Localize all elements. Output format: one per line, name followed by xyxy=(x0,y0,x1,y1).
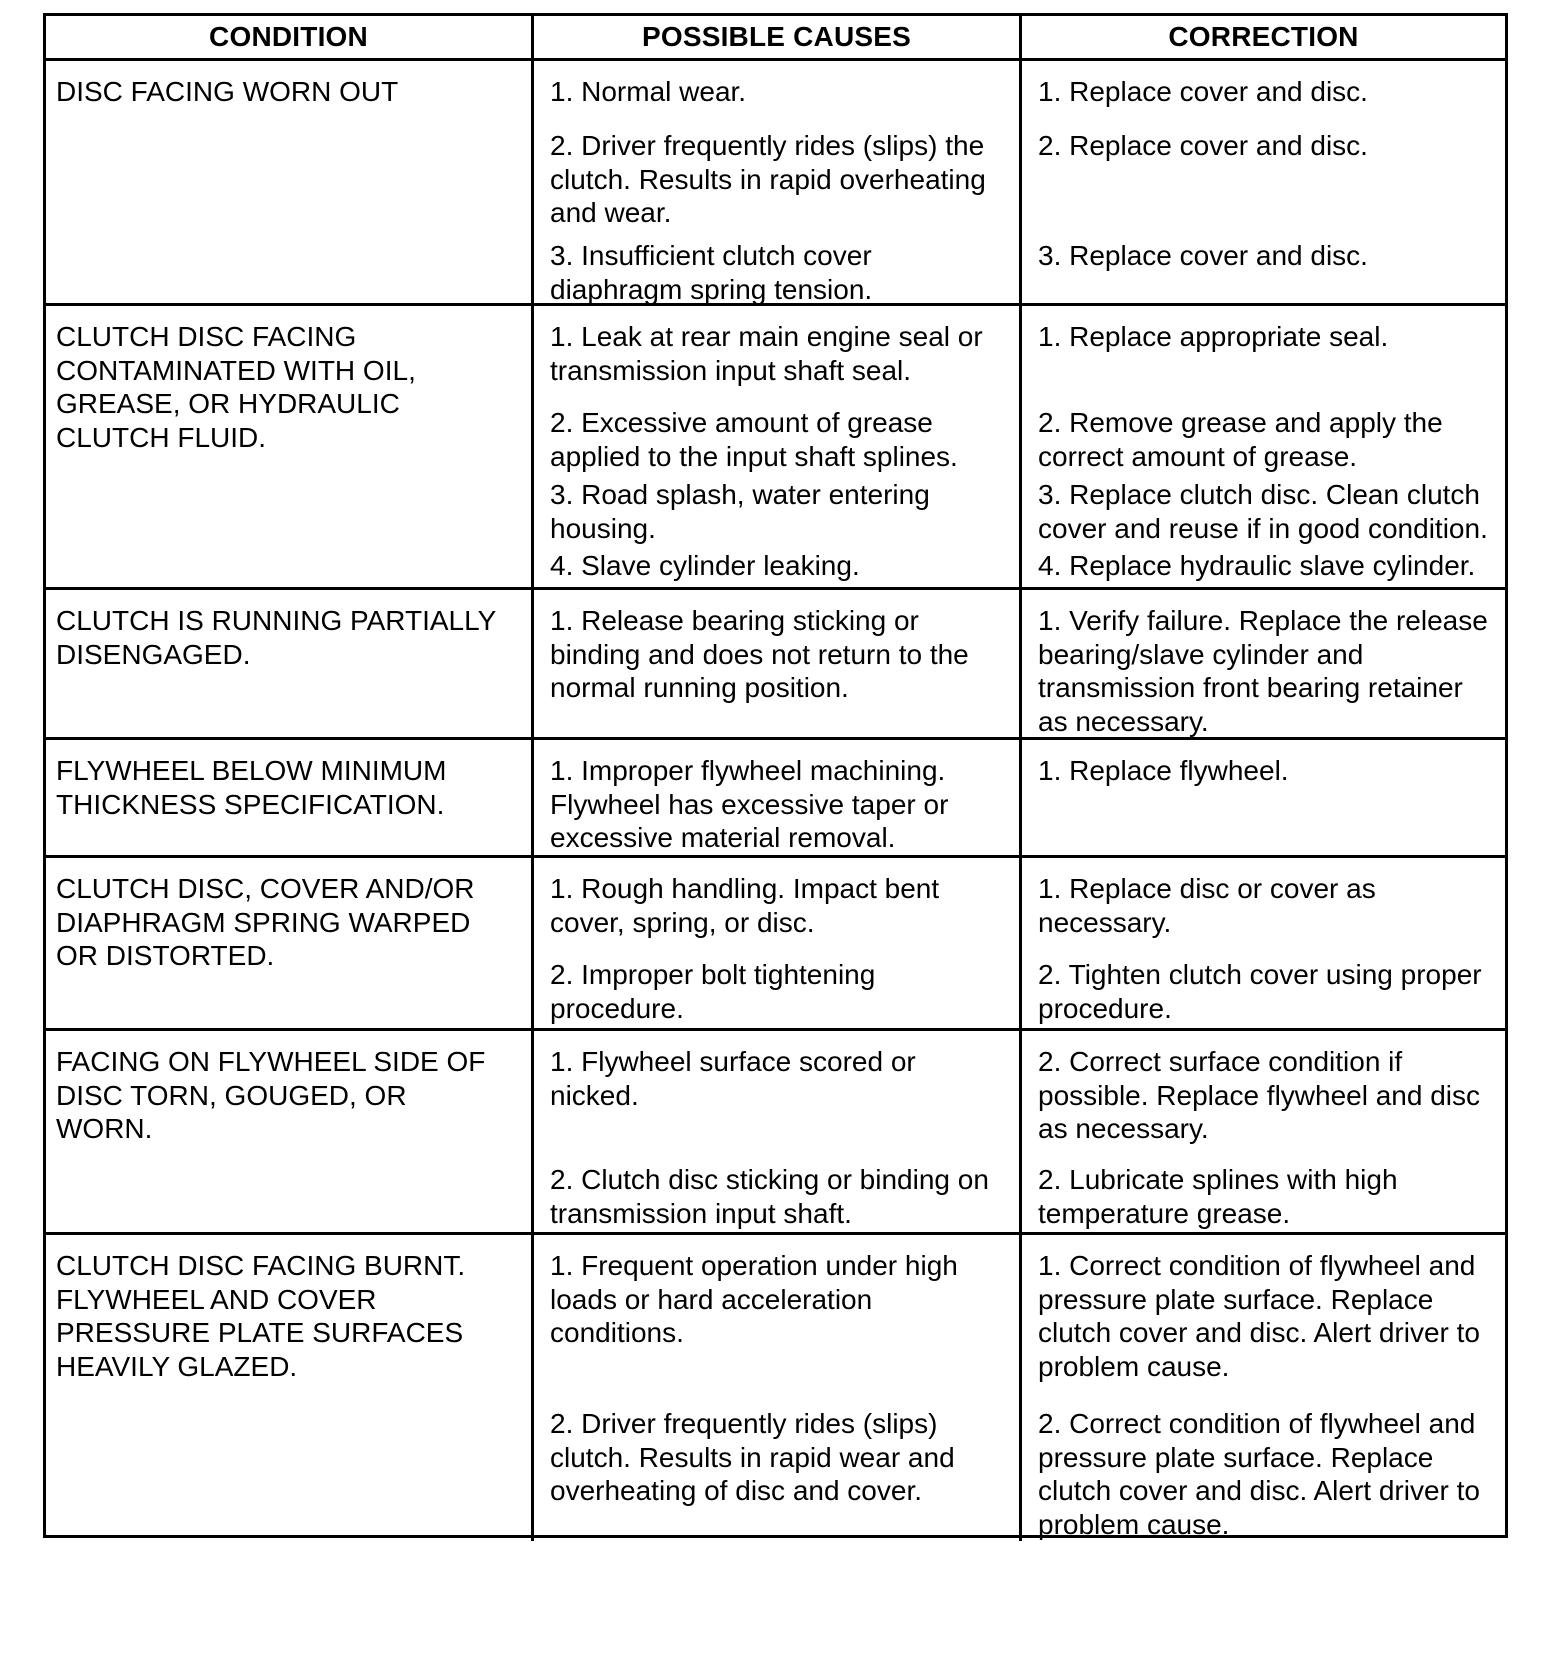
cause-item: 1. Frequent operation under high loads or hard acceleration conditions. xyxy=(550,1250,958,1348)
causes-cell xyxy=(534,740,1022,855)
causes-cell xyxy=(534,306,1022,587)
header-correction: CORRECTION xyxy=(1168,21,1359,52)
condition-cell: CLUTCH DISC, COVER AND/OR DIAPHRAGM SPRING WARPED OR DISTORTED. xyxy=(46,858,534,1028)
cause-item: 2. Driver frequently rides (slips) clutch. Results in rapid wear and overheating of disc and cover. xyxy=(550,1408,955,1506)
correction-item: 1. Replace flywheel. xyxy=(1038,755,1289,786)
causes-cell xyxy=(534,61,1022,306)
correction-item: 2. Tighten clutch cover using proper procedure. xyxy=(1038,959,1482,1024)
correction-item: 2. Correct condition of flywheel and pressure plate surface. Replace clutch cover and disc. Alert driver to problem cause. xyxy=(1038,1408,1480,1540)
cause-item: 4. Slave cylinder leaking. xyxy=(550,550,860,581)
cause-item: 1. Flywheel surface scored or nicked. xyxy=(550,1046,916,1111)
troubleshooting-table xyxy=(43,13,1508,1538)
correction-item: 1. Replace disc or cover as necessary. xyxy=(1038,873,1376,938)
correction-item: 4. Replace hydraulic slave cylinder. xyxy=(1038,550,1476,581)
table-row xyxy=(46,61,1505,306)
table-row xyxy=(46,1031,1505,1235)
correction-item: 1. Verify failure. Replace the release bearing/slave cylinder and transmission front bearing retainer as necessary. xyxy=(1038,605,1488,737)
correction-cell xyxy=(1022,858,1505,1028)
correction-cell xyxy=(1022,1235,1505,1541)
condition-cell: CLUTCH DISC FACING CONTAMINATED WITH OIL, GREASE, OR HYDRAULIC CLUTCH FLUID. xyxy=(46,306,534,587)
table-row xyxy=(46,740,1505,858)
header-possible-causes: POSSIBLE CAUSES xyxy=(534,16,1022,58)
correction-item: 1. Replace appropriate seal. xyxy=(1038,321,1389,352)
condition-cell: FLYWHEEL BELOW MINIMUM THICKNESS SPECIFICATION. xyxy=(46,740,534,855)
table-header xyxy=(46,16,1505,61)
correction-item: 1. Replace cover and disc. xyxy=(1038,76,1368,107)
cause-item: 2. Clutch disc sticking or binding on transmission input shaft. xyxy=(550,1164,989,1229)
correction-item: 3. Replace clutch disc. Clean clutch cover and reuse if in good condition. xyxy=(1038,479,1488,544)
correction-cell xyxy=(1022,1031,1505,1232)
correction-cell xyxy=(1022,590,1505,738)
cause-item: 1. Release bearing sticking or binding and does not return to the normal running position. xyxy=(550,605,969,703)
cause-item: 1. Rough handling. Impact bent cover, spring, or disc. xyxy=(550,873,940,938)
correction-item: 1. Correct condition of flywheel and pressure plate surface. Replace clutch cover and disc. Alert driver to problem cause. xyxy=(1038,1250,1480,1382)
cause-item: 1. Leak at rear main engine seal or transmission input shaft seal. xyxy=(550,321,983,386)
causes-cell xyxy=(534,1031,1022,1232)
correction-cell xyxy=(1022,61,1505,306)
correction-item: 2. Replace cover and disc. xyxy=(1038,130,1368,161)
cause-item: 3. Road splash, water entering housing. xyxy=(550,479,930,544)
correction-cell xyxy=(1022,306,1505,587)
condition-cell: CLUTCH IS RUNNING PARTIALLY DISENGAGED. xyxy=(46,590,534,738)
causes-cell xyxy=(534,858,1022,1028)
correction-item: 2. Remove grease and apply the correct amount of grease. xyxy=(1038,407,1443,472)
cause-item: 2. Excessive amount of grease applied to the input shaft splines. xyxy=(550,407,958,472)
cause-item: 2. Driver frequently rides (slips) the clutch. Results in rapid overheating and wear. xyxy=(550,130,986,228)
cause-item: 3. Insufficient clutch cover diaphragm spring tension. xyxy=(550,240,873,305)
cause-item: 1. Normal wear. xyxy=(550,76,747,107)
condition-cell: CLUTCH DISC FACING BURNT. FLYWHEEL AND COVER PRESSURE PLATE SURFACES HEAVILY GLAZED. xyxy=(46,1235,534,1541)
correction-item: 2. Correct surface condition if possible. Replace flywheel and disc as necessary. xyxy=(1038,1046,1481,1144)
table-row xyxy=(46,858,1505,1031)
table-row xyxy=(46,590,1505,740)
causes-cell xyxy=(534,1235,1022,1541)
condition-cell: DISC FACING WORN OUT xyxy=(46,61,534,306)
header-condition: CONDITION xyxy=(46,16,534,58)
table-row xyxy=(46,306,1505,590)
condition-cell: FACING ON FLYWHEEL SIDE OF DISC TORN, GOUGED, OR WORN. xyxy=(46,1031,534,1232)
cause-item: 2. Improper bolt tightening procedure. xyxy=(550,959,876,1024)
correction-item: 2. Lubricate splines with high temperature grease. xyxy=(1038,1164,1398,1229)
correction-cell xyxy=(1022,740,1505,855)
correction-item: 3. Replace cover and disc. xyxy=(1038,240,1368,271)
causes-cell xyxy=(534,590,1022,738)
cause-item: 1. Improper flywheel machining. Flywheel has excessive taper or excessive material removal. xyxy=(550,755,949,853)
table-row xyxy=(46,1235,1505,1540)
